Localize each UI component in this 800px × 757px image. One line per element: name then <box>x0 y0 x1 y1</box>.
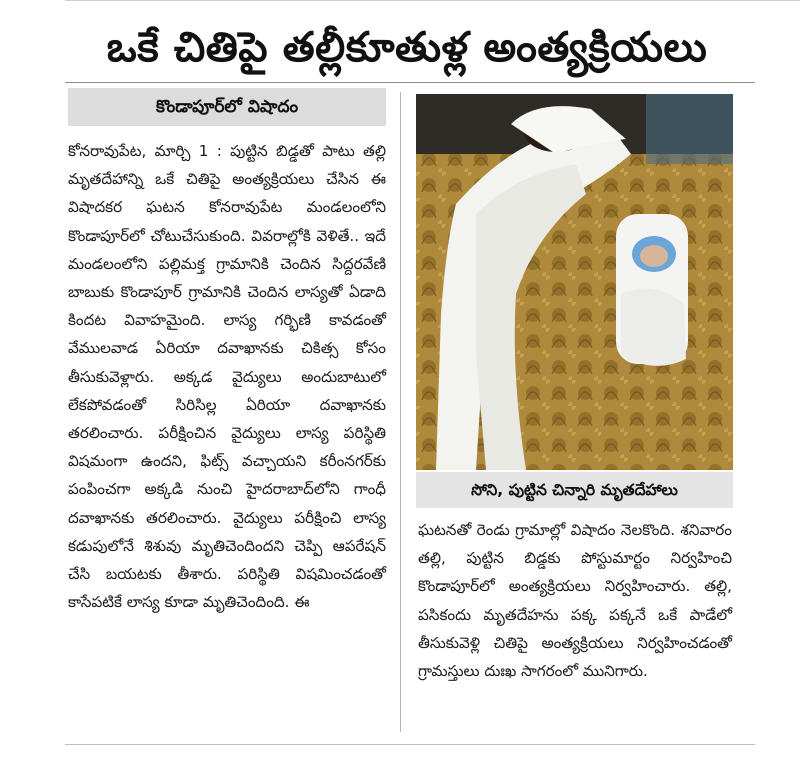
article-body-left <box>68 137 386 616</box>
headline-divider <box>65 82 755 83</box>
photo-illustration <box>416 94 733 470</box>
column-divider <box>400 92 401 732</box>
page-top-border <box>65 0 800 1</box>
subheading: కొండాపూర్‌లో విషాదం <box>68 88 386 126</box>
headline: ఒకే చితిపై తల్లీకూతుళ్ల అంత్యక్రియలు <box>106 23 708 71</box>
photo-caption: సోని, పుట్టిన చిన్నారి మృతదేహాలు <box>416 472 733 508</box>
news-photo <box>416 94 733 470</box>
body-right-text: ఘటనతో రెండు గ్రామాల్లో విషాదం నెలకొంది. శనివారం తల్లి, పుట్టిన బిడ్డకు పోస్టుమార్టం నిర్వహించి కొండాపూర్‌లో అంత్యక్రియలు నిర్వహించారు. తల్లి, పసికందు మృతదేహను పక్క పక్కనే ఒకే పాడేలో తీసుకువెళ్లి చితిపై అంత్యక్రియలు నిర్వహించడంతో గ్రామస్తులు దుఃఖ సాగరంలో మునిగారు. <box>418 521 732 681</box>
body-left-text: కోనరావుపేట, మార్చి 1 : పుట్టిన బిడ్డతో పాటు తల్లి మృతదేహాన్ని ఒకే చితిపై అంత్యక్రియలు చేసిన ఈ విషాదకర ఘటన కోనరావుపేట మండలంలోని కొండాపూర్‌లో చోటుచేసుకుంది. వివరాల్లోకి వెళితే.. ఇదే మండలంలోని పల్లిమక్త గ్రామానికి చెందిన సిద్దరవేణి బాబుకు కొండాపూర్ గ్రామానికి చెందిన లాస్యతో ఏడాది కిందట వివాహమైంది. లాస్య గర్భిణి కావడంతో వేములవాడ ఏరియా దవాఖానకు చికిత్స కోసం తీసుకువెళ్లారు. అక్కడ వైద్యులు అందుబాటులో లేకపోవడంతో సిరిసిల్ల ఏరియా దవాఖానకు తరలించారు. పరీక్షించిన వైద్యులు లాస్య పరిస్థితి విషమంగా ఉందని, ఫిట్స్ వచ్చాయని కరీంనగర్‌కు పంపించగా అక్కడి నుంచి హైదరాబాద్‌లోని గాంధీ దవాఖానకు తరలించారు. వైద్యులు పరీక్షించి లాస్య కడుపులోనే శిశువు మృతిచెందిందని చెప్పి ఆపరేషన్ చేసి బయటకు తీశారు. పరిస్థితి విషమించడంతో కాసేపటికే లాస్య కూడా మృతిచెందింది. ఈ <box>68 142 386 612</box>
bottom-divider <box>65 744 755 745</box>
article-body-right <box>418 516 732 685</box>
